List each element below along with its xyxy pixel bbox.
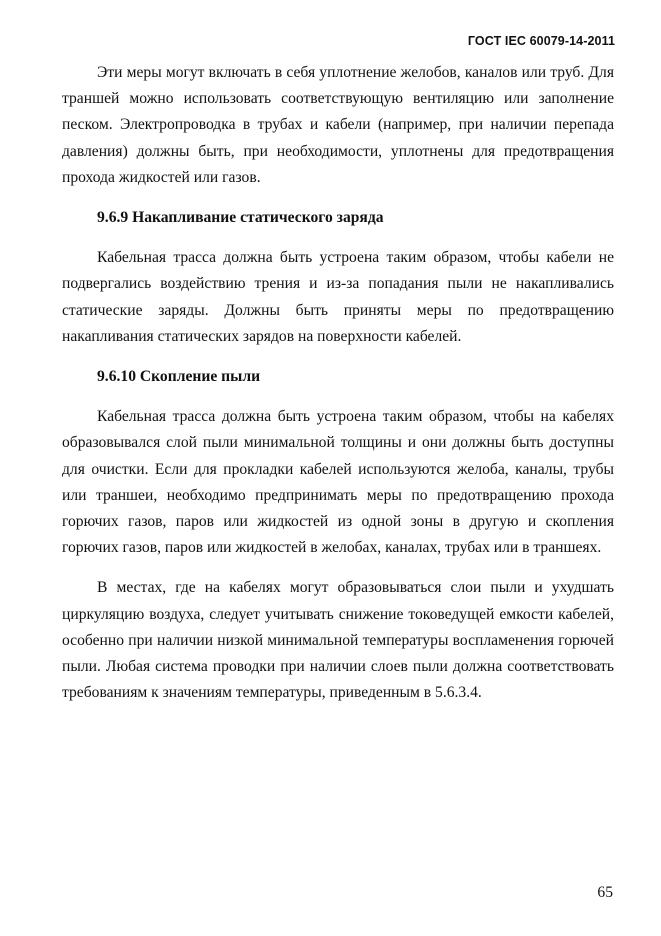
paragraph-dust-temperature: В местах, где на кабелях могут образовываться слои пыли и ухудшать циркуляцию воздуха, следует учитывать снижение токоведущей емкости кабелей, особенно при наличии низкой минимальной температуры воспламенения горючей пыли. Любая система проводки при наличии слоев пыли должна соответствовать требованиям к значениям температуры, приведенным в 5.6.3.4. [62,579,614,702]
spacer [62,561,614,575]
spacer [62,350,614,364]
standard-header: ГОСТ IEC 60079-14-2011 [467,34,615,48]
spacer [62,390,614,404]
paragraph-static-charge: Кабельная трасса должна быть устроена таким образом, чтобы кабели не подвергались воздействию трения и из-за попадания пыли не накапливались статические заряды. Должны быть приняты меры по предотвращению накапливания статических зарядов на поверхности кабелей. [62,249,614,345]
section-heading-static-charge: 9.6.9 Накапливание статического заряда [97,209,384,227]
paragraph-dust-layer: Кабельная трасса должна быть устроена таким образом, чтобы на кабелях образовывался слой пыли минимальной толщины и они должны быть доступны для очистки. Если для прокладки кабелей используются желоба, каналы, трубы или траншеи, необходимо предпринимать меры по предотвращению прохода горючих газов, паров или жидкостей из одной зоны в другую и скопления горючих газов, паров или жидкостей в желобах, каналах, трубах или в траншеях. [62,408,614,557]
spacer [62,191,614,205]
page-content [62,60,614,706]
paragraph-sealing-measures: Эти меры могут включать в себя уплотнение желобов, каналов или труб. Для траншей можно использовать соответствующую вентиляцию или заполнение песком. Электропроводка в трубах и кабели (например, при наличии перепада давления) должны быть, при необходимости, уплотнены для предотвращения прохода жидкостей или газов. [62,64,614,186]
spacer [62,231,614,245]
section-heading-dust-accumulation: 9.6.10 Скопление пыли [97,368,261,386]
page-number: 65 [597,884,613,901]
